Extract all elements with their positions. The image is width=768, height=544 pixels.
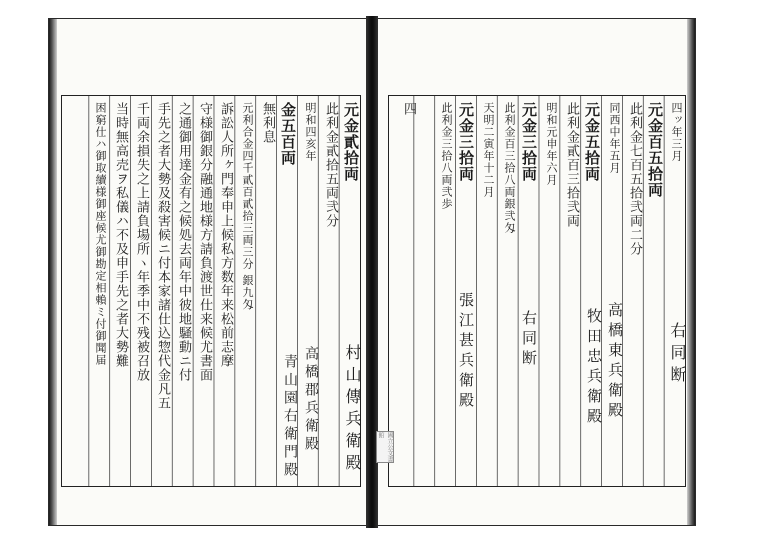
left-column-2: 此利金貳拾五両弐分 bbox=[323, 102, 338, 228]
left-page-frame bbox=[61, 95, 361, 487]
right-column-8: 元金三拾両 bbox=[520, 102, 538, 182]
right-page bbox=[378, 18, 696, 526]
right-signature-5: 張江甚兵衛殿 bbox=[457, 292, 475, 412]
left-column-13: 困窮仕ハ御取續様御座候尤御勘定相賴ミ付御聞届 bbox=[94, 102, 107, 366]
left-column-10: 手先之者大勢及殺害候ニ付本家諸仕込惣代金凡五 bbox=[155, 102, 170, 410]
right-signature-2: 高橋東兵衛殿 bbox=[606, 302, 624, 422]
left-column-11: 千両余損失之上請負場所ヽ年季中不残被召放 bbox=[134, 102, 149, 382]
right-page-frame bbox=[388, 95, 686, 487]
left-signature-2: 高橋郡兵衛殿 bbox=[303, 346, 319, 454]
right-column-6: 此利金貳百三拾弐両 bbox=[564, 102, 579, 228]
right-column-12: 此利金三拾八両弐歩 bbox=[440, 102, 453, 210]
right-column-9: 此利金百三拾八両銀弐匁 bbox=[503, 102, 516, 234]
right-column-10: 天明二寅年十二月 bbox=[482, 102, 495, 198]
left-column-5: 無利息 bbox=[260, 102, 275, 144]
left-column-6: 元利合金四千貳百貳拾三両三分 銀九匁 bbox=[241, 102, 254, 311]
right-column-7: 明和元申年六月 bbox=[545, 102, 558, 186]
left-column-7: 訴訟人所ヶ門奉申上候私方数年来松前志摩 bbox=[218, 102, 233, 368]
right-column-4: 同西中年五月 bbox=[608, 102, 621, 174]
right-column-2: 元金百五拾両 bbox=[646, 102, 664, 198]
left-column-8: 守様御銀分融通地様方請負渡世仕来候尤書面 bbox=[197, 102, 212, 382]
right-column-11: 元金三拾両 bbox=[457, 102, 475, 182]
left-column-9: 之通御用達金有之候処去両年中彼地騒動ニ付 bbox=[176, 102, 191, 382]
right-signature-1: 右同断 bbox=[668, 322, 687, 388]
right-page-number: 四 bbox=[401, 102, 416, 116]
right-signature-3: 牧田忠兵衛殿 bbox=[585, 308, 603, 428]
left-column-12: 当時無高売ヲ私儀ハ不及申手先之者大勢難 bbox=[113, 102, 128, 368]
left-column-4: 金五百両 bbox=[279, 102, 297, 166]
left-signature-1: 村山傳兵衛殿 bbox=[343, 344, 362, 476]
right-column-3: 此利金七百五拾弐両二分 bbox=[627, 102, 642, 256]
right-column-1: 四ッ年三月 bbox=[670, 102, 683, 162]
right-signature-4: 右同断 bbox=[520, 310, 538, 370]
archive-stamp: 國立公文書館 bbox=[377, 432, 393, 462]
left-page bbox=[48, 18, 366, 526]
book-spread bbox=[48, 18, 696, 526]
right-column-5: 元金五拾両 bbox=[583, 102, 601, 182]
left-signature-3: 青山園右衛門殿 bbox=[282, 354, 298, 480]
left-column-1: 元金貳拾両 bbox=[342, 102, 360, 182]
left-column-3: 明和四亥年 bbox=[304, 102, 317, 162]
